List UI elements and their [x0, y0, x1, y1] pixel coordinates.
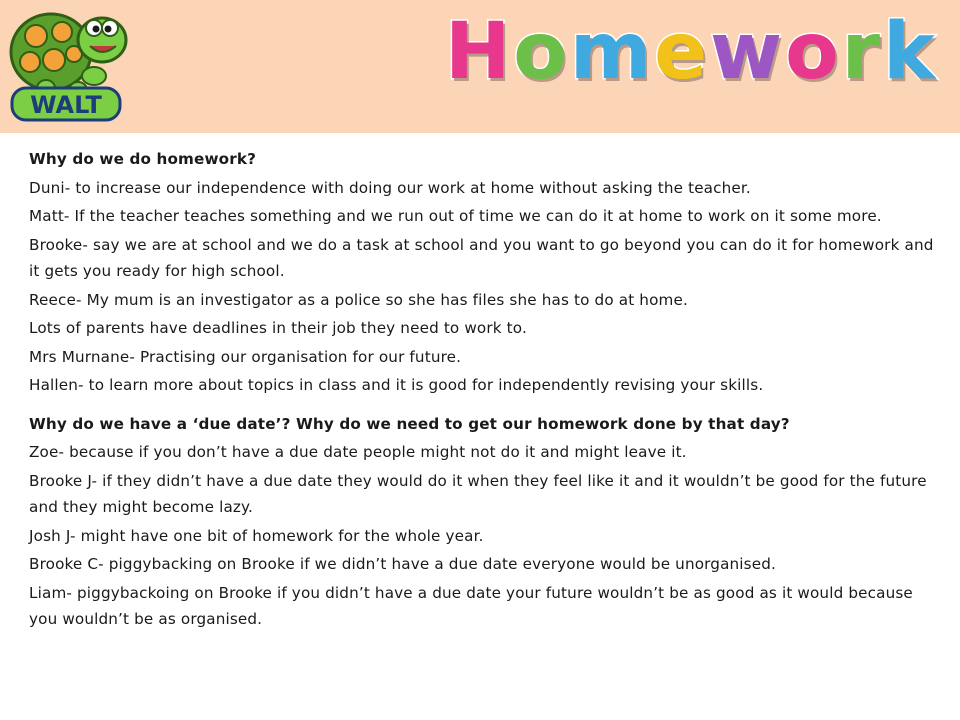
answer-line: Reece- My mum is an investigator as a police so she has files she has to do at home. — [29, 290, 688, 309]
answer-line: Liam- piggybackoing on Brooke if you didn’t have a due date your future wouldn’t be as good as it would because you wouldn’t be as organised. — [29, 583, 913, 628]
section-spacer — [29, 401, 934, 411]
walt-label: WALT — [30, 91, 102, 119]
title-letter: r — [841, 7, 884, 97]
answer-line: Brooke- say we are at school and we do a task at school and you want to go beyond you can do it for homework and it gets you ready for high school. — [29, 235, 934, 280]
question-heading-1: Why do we do homework? — [29, 150, 257, 168]
header-banner — [0, 0, 960, 133]
title-letter: k — [883, 7, 938, 97]
question-heading-2: Why do we have a ‘due date’? Why do we need to get our homework done by that day? — [29, 414, 790, 433]
answer-line: Hallen- to learn more about topics in class and it is good for independently revising your skills. — [29, 376, 764, 394]
title-letter: e — [654, 7, 710, 97]
title-letter: o — [513, 7, 570, 97]
page-title — [445, 8, 938, 96]
answer-line: Brooke J- if they didn’t have a due date they would do it when they feel like it and it wouldn’t be good for the future and they might become lazy. — [29, 471, 927, 516]
title-letter: o — [785, 7, 842, 97]
answer-line: Josh J- might have one bit of homework for the whole year. — [29, 526, 484, 545]
walt-turtle-logo — [6, 4, 132, 126]
answer-line: Lots of parents have deadlines in their job they need to work to. — [29, 319, 527, 337]
answer-line: Zoe- because if you don’t have a due date people might not do it and might leave it. — [29, 443, 687, 461]
answer-line: Duni- to increase our independence with doing our work at home without asking the teacher. — [29, 178, 751, 197]
title-letter: H — [444, 7, 514, 97]
answer-line: Mrs Murnane- Practising our organisation for our future. — [29, 347, 462, 366]
title-letter: w — [710, 7, 786, 97]
content-body — [29, 146, 934, 635]
answer-line: Matt- If the teacher teaches something and we run out of time we can do it at home to work on it some more. — [29, 207, 882, 225]
answer-line: Brooke C- piggybacking on Brooke if we didn’t have a due date everyone would be unorganised. — [29, 555, 777, 573]
title-letter: m — [569, 7, 655, 97]
